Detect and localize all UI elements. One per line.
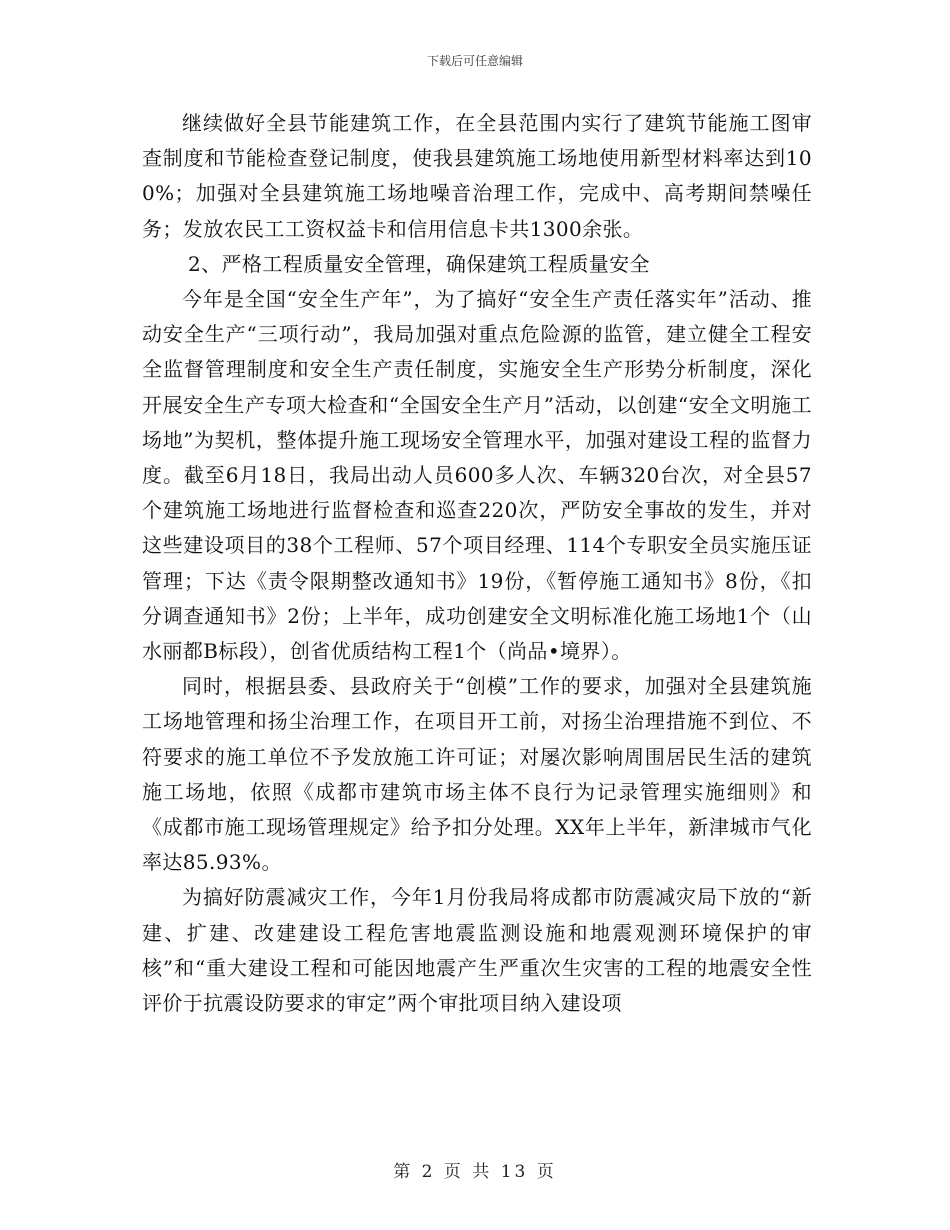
page-number: 第 2 页 共 13 页: [393, 1162, 557, 1182]
document-body: [142, 106, 812, 1021]
section-heading: 2、严格工程质量安全管理，确保建筑工程质量安全: [188, 251, 650, 276]
paragraph-dust-control: 同时，根据县委、县政府关于“创模”工作的要求，加强对全县建筑施工场地管理和扬尘治理工作，在项目开工前，对扬尘治理措施不到位、不符要求的施工单位不予发放施工许可证；对屡次影响周围居民生活的建筑施工场地，依照《成都市建筑市场主体不良行为记录管理实施细则》和《成都市施工现场管理规定》给予扣分处理。XX年上半年，新津城市气化率达85.93%。: [142, 674, 812, 875]
paragraph-safety: 今年是全国“安全生产年”，为了搞好“安全生产责任落实年”活动、推动安全生产“三项行动”，我局加强对重点危险源的监管，建立健全工程安全监督管理制度和安全生产责任制度，实施安全生产形势分析制度，深化开展安全生产专项大检查和“全国安全生产月”活动，以创建“安全文明施工场地”为契机，整体提升施工现场安全管理水平，加强对建设工程的监督力度。截至6月18日，我局出动人员600多人次、车辆320台次，对全县57个建筑施工场地进行监督检查和巡查220次，严防安全事故的发生，并对这些建设项目的38个工程师、57个项目经理、114个专职安全员实施压证管理；下达《责令限期整改通知书》19份，《暂停施工通知书》8份，《扣分调查通知书》2份；上半年，成功创建安全文明标准化施工场地1个（山水丽都B标段），创省优质结构工程1个（尚品•境界）。: [142, 287, 812, 664]
paragraph-energy-saving: 继续做好全县节能建筑工作，在全县范围内实行了建筑节能施工图审查制度和节能检查登记制度，使我县建筑施工场地使用新型材料率达到100%；加强对全县建筑施工场地噪音治理工作，完成中、高考期间禁噪任务；发放农民工工资权益卡和信用信息卡共1300余张。: [142, 111, 812, 241]
page-header: 下载后可任意编辑: [426, 54, 523, 68]
paragraph-earthquake: 为搞好防震减灾工作，今年1月份我局将成都市防震减灾局下放的“新建、扩建、改建建设工程危害地震监测设施和地震观测环境保护的审核”和“重大建设工程和可能因地震产生严重次生灾害的工程的地震安全性评价于抗震设防要求的审定”两个审批项目纳入建设项: [142, 885, 812, 1016]
